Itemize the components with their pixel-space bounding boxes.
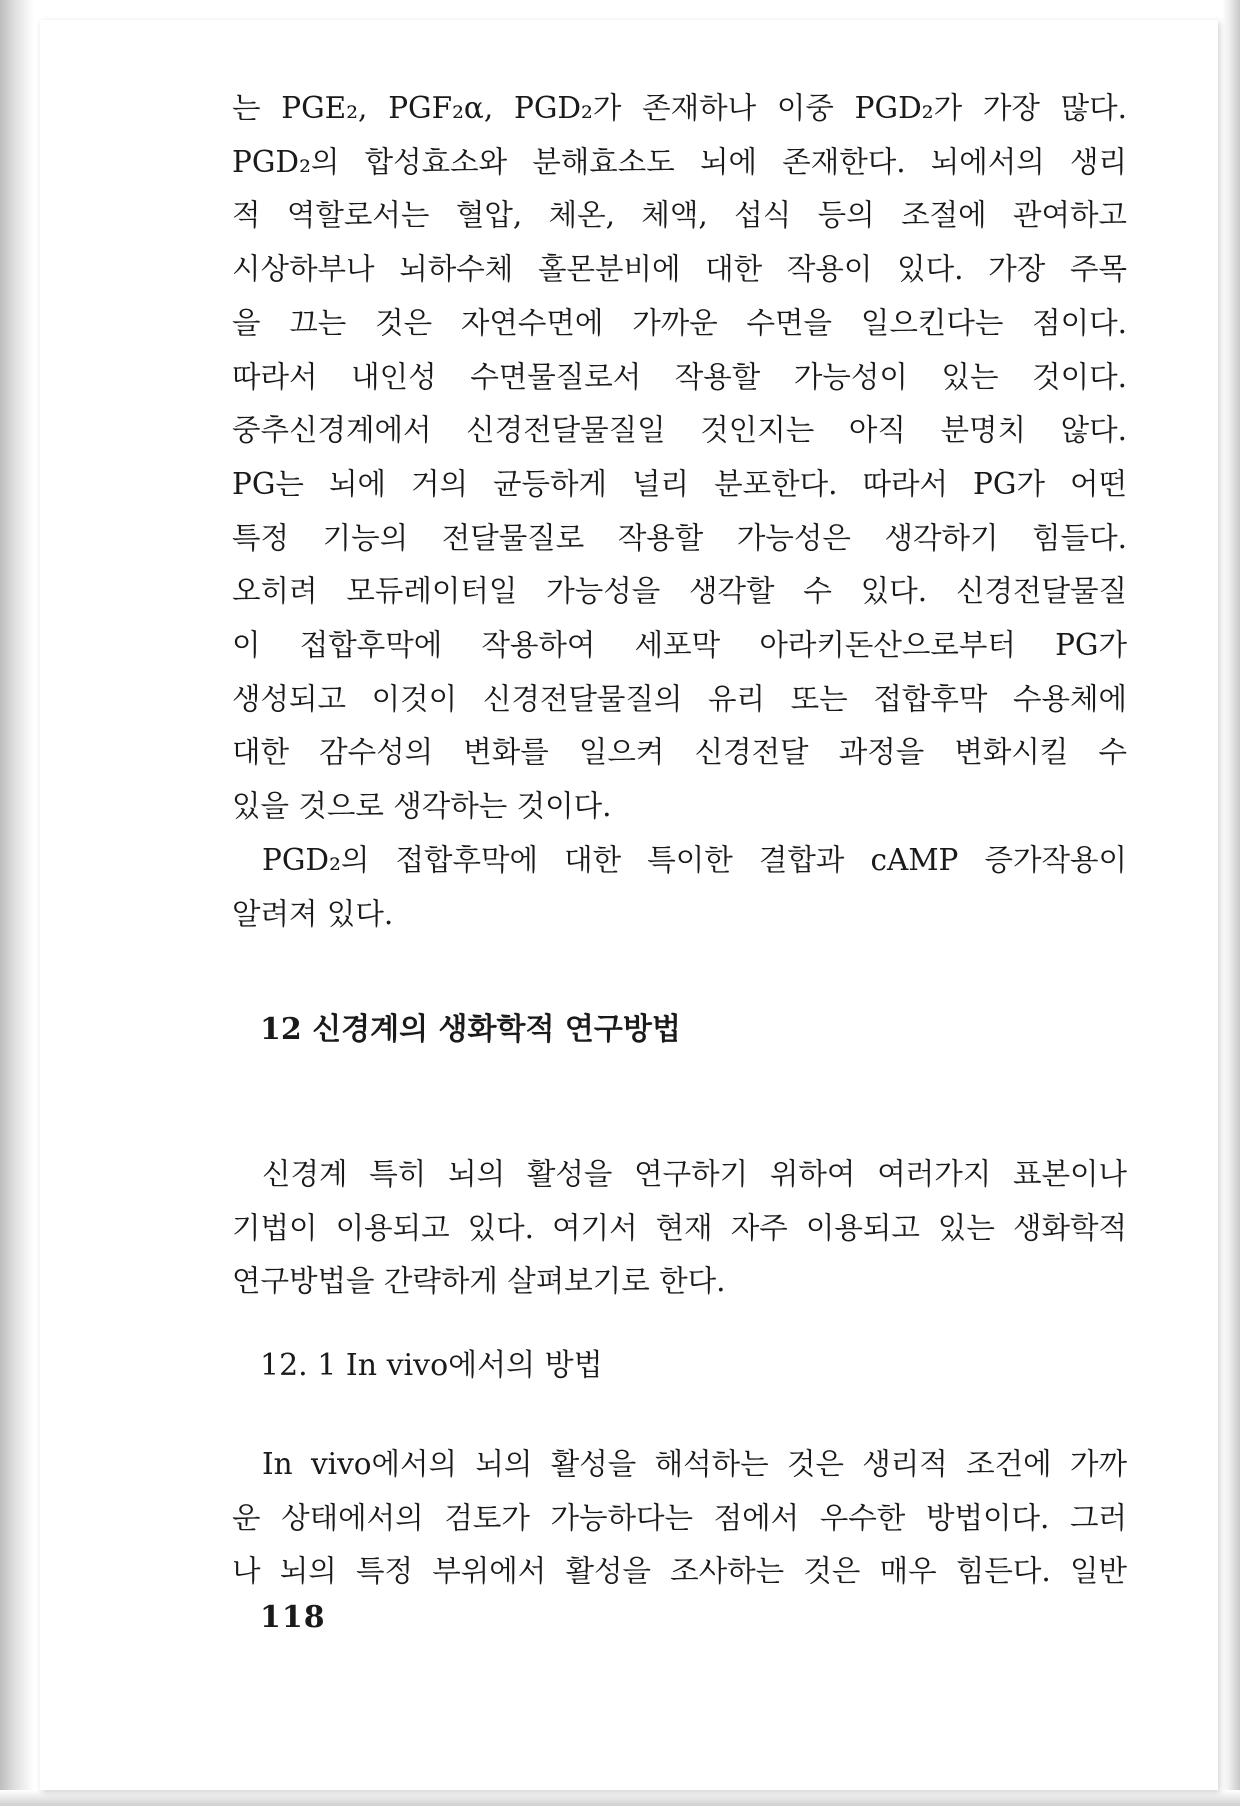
text-line: 있을 것으로 생각하는 것이다. bbox=[232, 789, 612, 824]
section-12-body bbox=[232, 1148, 1127, 1309]
text-line: 시상하부나 뇌하수체 홀몬분비에 대한 작용이 있다. 가장 주목 bbox=[232, 252, 1127, 287]
text-line: 연구방법을 간략하게 살펴보기로 한다. bbox=[232, 1264, 726, 1299]
section-12-paragraph bbox=[232, 1148, 1127, 1309]
text-line: In vivo에서의 뇌의 활성을 해석하는 것은 생리적 조건에 가까 bbox=[262, 1447, 1127, 1481]
page-number: 118 bbox=[260, 1600, 326, 1635]
text-line: 중추신경계에서 신경전달물질일 것인지는 아직 분명치 않다. bbox=[232, 413, 1127, 448]
text-line: PGD₂의 접합후막에 대한 특이한 결합과 cAMP 증가작용이 bbox=[262, 843, 1127, 877]
paragraph-1-body bbox=[232, 82, 1127, 834]
text-line: 을 끄는 것은 자연수면에 가까운 수면을 일으킨다는 점이다. bbox=[232, 305, 1127, 340]
text-line: 대한 감수성의 변화를 일으켜 신경전달 과정을 변화시킬 수 bbox=[232, 735, 1127, 770]
scan-shadow-bottom bbox=[0, 1790, 1240, 1806]
section-heading: 12 신경계의 생화학적 연구방법 bbox=[260, 1012, 681, 1047]
text-line: 생성되고 이것이 신경전달물질의 유리 또는 접합후막 수용체에 bbox=[232, 681, 1127, 716]
scan-shadow-left bbox=[0, 0, 34, 1806]
text-line: 알려져 있다. bbox=[232, 896, 394, 931]
text-line: 기법이 이용되고 있다. 여기서 현재 자주 이용되고 있는 생화학적 bbox=[232, 1210, 1127, 1245]
text-line: 적 역할로서는 혈압, 체온, 체액, 섭식 등의 조절에 관여하고 bbox=[232, 198, 1127, 233]
section-12-1-body bbox=[232, 1438, 1127, 1599]
text-line: PGD₂의 합성효소와 분해효소도 뇌에 존재한다. 뇌에서의 생리 bbox=[232, 144, 1127, 179]
section-12-1-paragraph bbox=[232, 1438, 1127, 1599]
text-line: 따라서 내인성 수면물질로서 작용할 가능성이 있는 것이다. bbox=[232, 359, 1127, 394]
section-12-heading-block bbox=[260, 1010, 1155, 1050]
scan-shadow-right bbox=[1222, 0, 1240, 1806]
book-page bbox=[40, 20, 1218, 1790]
text-line: 특정 기능의 전달물질로 작용할 가능성은 생각하기 힘들다. bbox=[232, 520, 1127, 555]
subsection-heading: 12. 1 In vivo에서의 방법 bbox=[260, 1348, 603, 1383]
text-line: 오히려 모듀레이터일 가능성을 생각할 수 있다. 신경전달물질 bbox=[232, 574, 1127, 609]
section-12-1-heading-block bbox=[260, 1346, 1155, 1386]
text-line: 는 PGE₂, PGF₂α, PGD₂가 존재하나 이중 PGD₂가 가장 많다. bbox=[232, 91, 1127, 125]
paragraph-2 bbox=[232, 834, 1127, 941]
text-line: PG는 뇌에 거의 균등하게 널리 분포한다. 따라서 PG가 어떤 bbox=[232, 466, 1127, 501]
text-line: 운 상태에서의 검토가 가능하다는 점에서 우수한 방법이다. 그러 bbox=[232, 1500, 1127, 1535]
paragraph-1 bbox=[232, 82, 1127, 834]
text-line: 이 접합후막에 작용하여 세포막 아라키돈산으로부터 PG가 bbox=[232, 628, 1127, 663]
text-line: 나 뇌의 특정 부위에서 활성을 조사하는 것은 매우 힘든다. 일반 bbox=[232, 1554, 1127, 1589]
paragraph-2-body bbox=[232, 834, 1127, 941]
text-line: 신경계 특히 뇌의 활성을 연구하기 위하여 여러가지 표본이나 bbox=[262, 1157, 1127, 1191]
